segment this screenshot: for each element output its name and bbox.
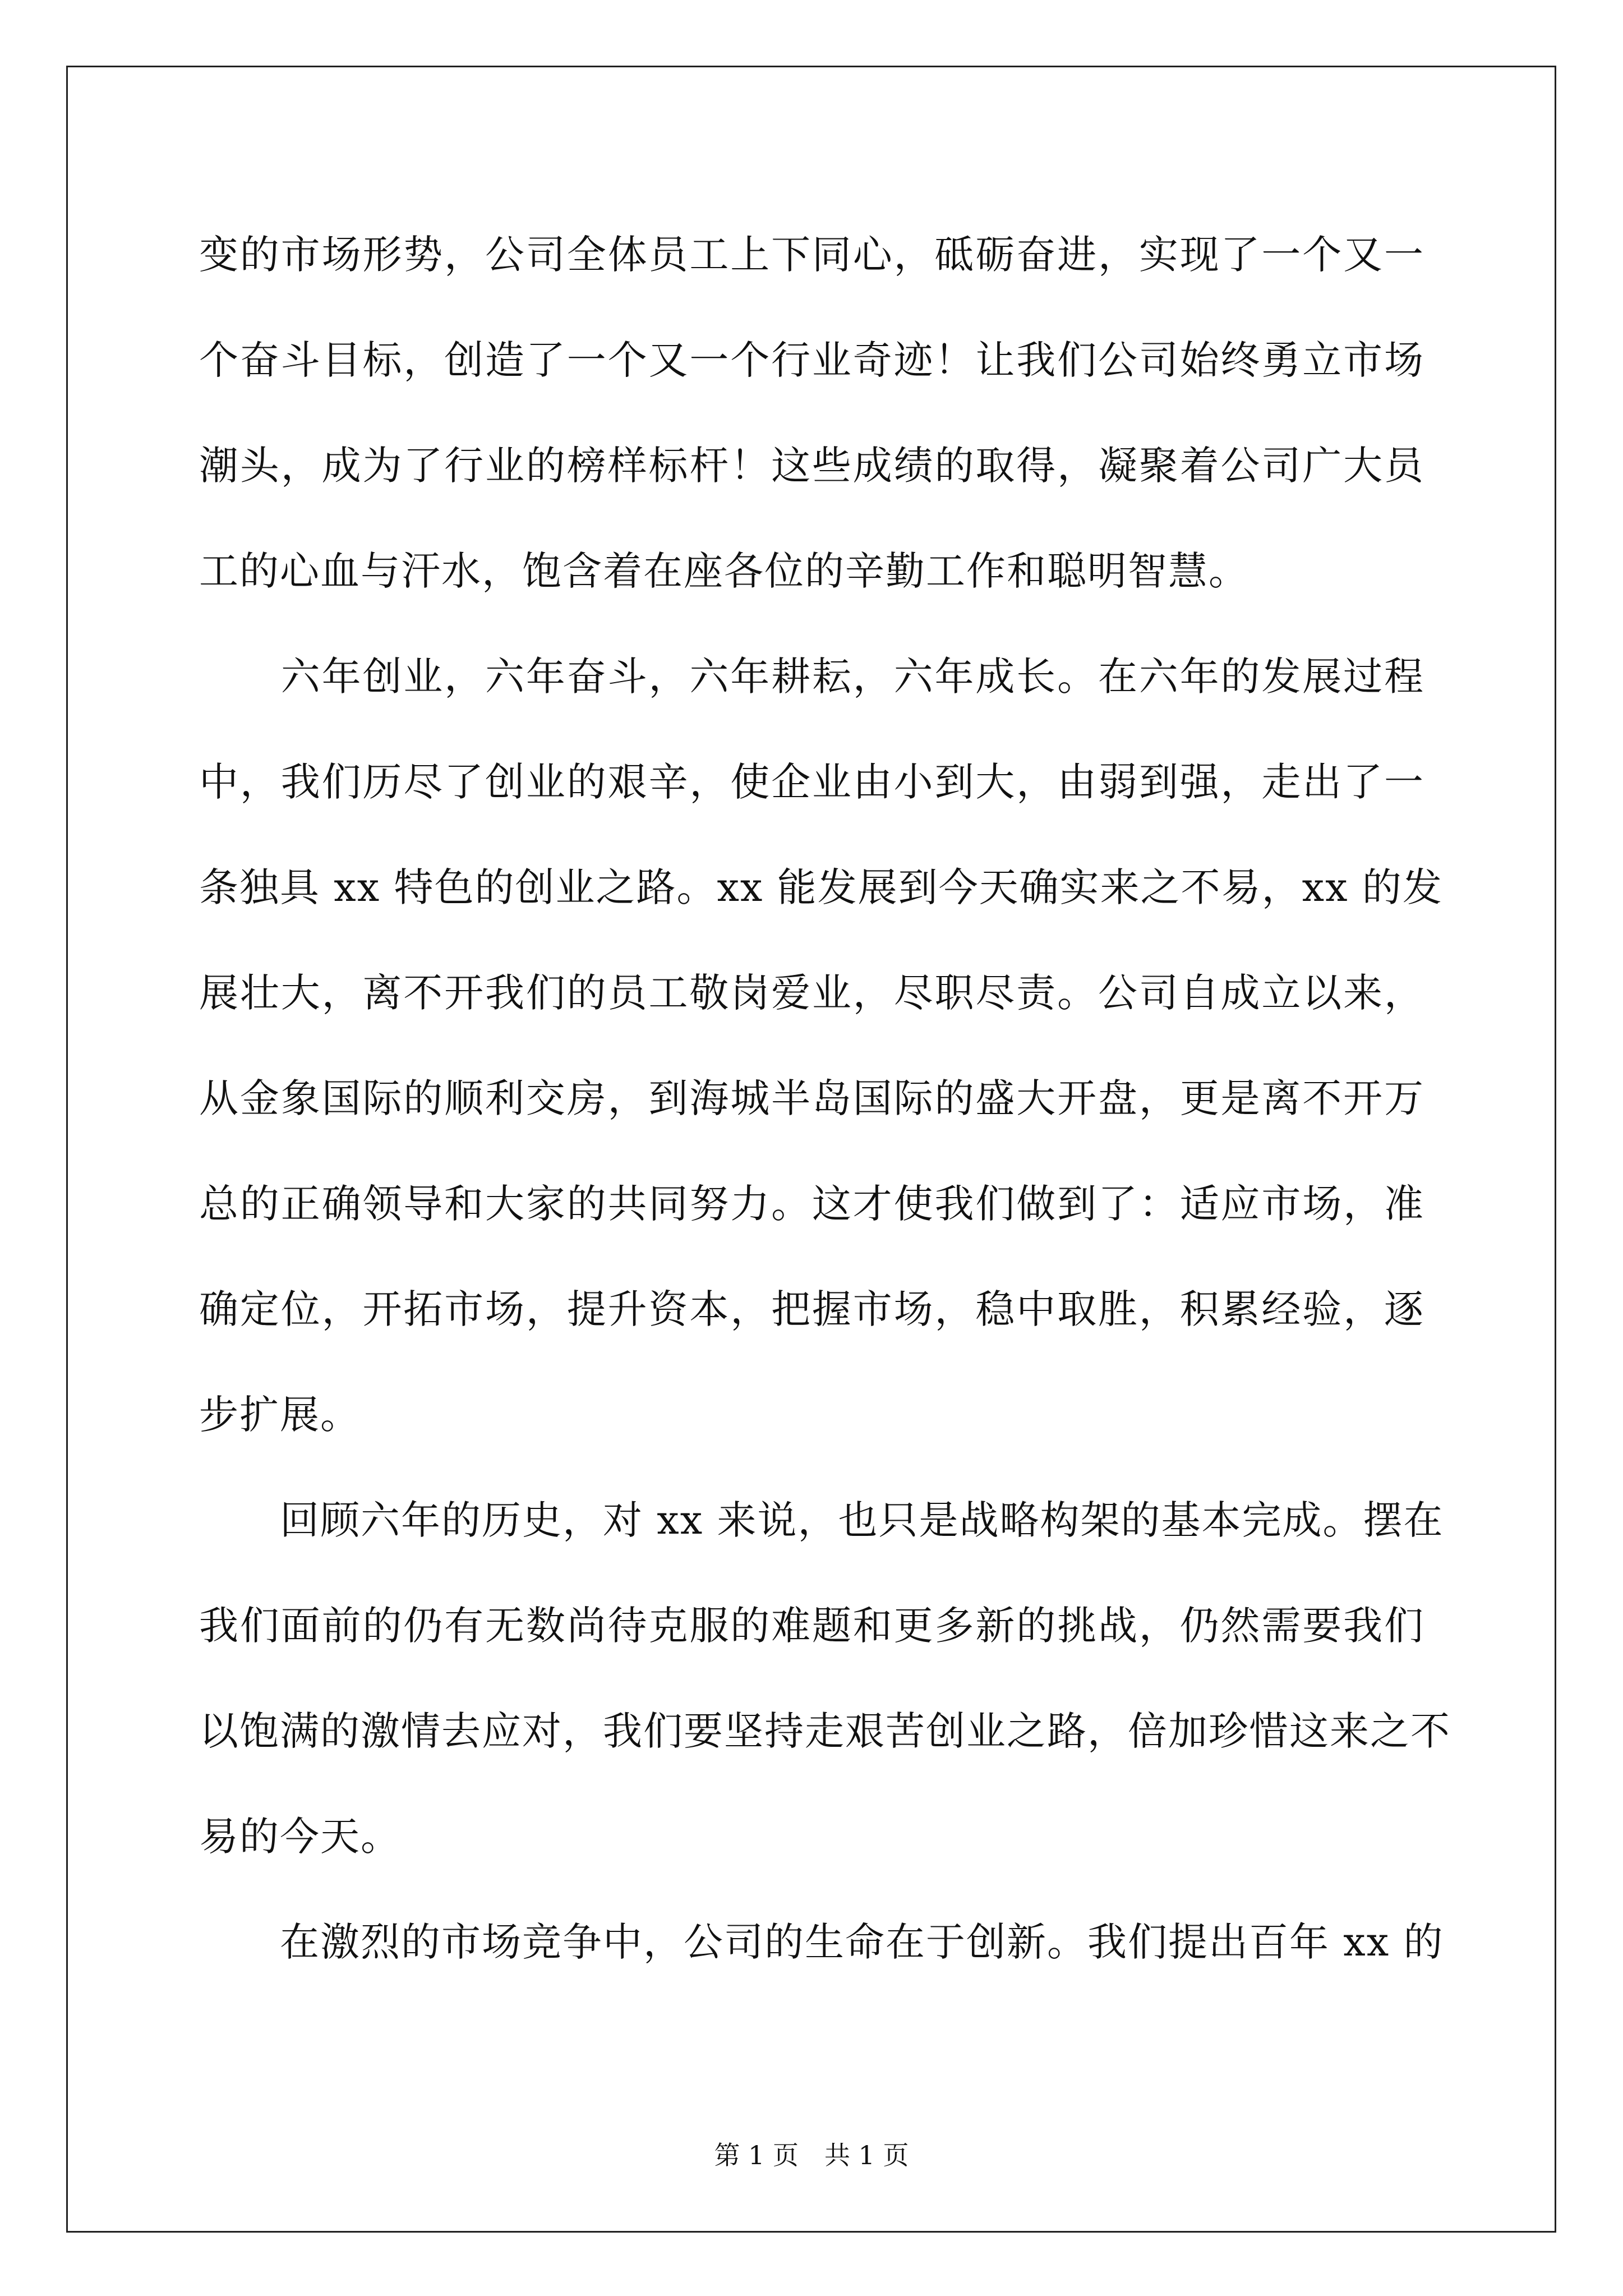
page-footer: 第 1 页 共 1 页	[714, 2140, 909, 2170]
text-line: 确定位，开拓市场，提升资本，把握市场，稳中取胜，积累经验，逐	[199, 1286, 1424, 1332]
text-line: 总的正确领导和大家的共同努力。这才使我们做到了：适应市场，准	[199, 1181, 1424, 1227]
text-line: 展壮大，离不开我们的员工敬岗爱业，尽职尽责。公司自成立以来，	[199, 970, 1424, 1016]
text-line: 条独具 xx 特色的创业之路。xx 能发展到今天确实来之不易，xx 的发	[199, 864, 1443, 910]
text-line: 六年创业，六年奋斗，六年耕耘，六年成长。在六年的发展过程	[199, 654, 1424, 700]
text-line: 易的今天。	[199, 1814, 401, 1860]
text-line: 潮头，成为了行业的榜样标杆！这些成绩的取得，凝聚着公司广大员	[199, 443, 1424, 489]
text-line: 回顾六年的历史，对 xx 来说，也只是战略构架的基本完成。摆在	[199, 1497, 1444, 1543]
text-line: 在激烈的市场竞争中，公司的生命在于创新。我们提出百年 xx 的	[199, 1919, 1444, 1965]
text-line: 步扩展。	[199, 1392, 361, 1438]
text-line: 中，我们历尽了创业的艰辛，使企业由小到大，由弱到强，走出了一	[199, 759, 1424, 805]
text-line: 变的市场形势，公司全体员工上下同心，砥砺奋进，实现了一个又一	[199, 232, 1424, 278]
document-body	[199, 202, 1451, 1995]
text-line: 工的心血与汗水，饱含着在座各位的辛勤工作和聪明智慧。	[199, 548, 1249, 594]
text-line: 以饱满的激情去应对，我们要坚持走艰苦创业之路，倍加珍惜这来之不	[199, 1708, 1451, 1754]
text-line: 个奋斗目标，创造了一个又一个行业奇迹！让我们公司始终勇立市场	[199, 337, 1424, 383]
text-line: 从金象国际的顺利交房，到海城半岛国际的盛大开盘，更是离不开万	[199, 1075, 1424, 1121]
text-line: 我们面前的仍有无数尚待克服的难题和更多新的挑战，仍然需要我们	[199, 1603, 1424, 1649]
